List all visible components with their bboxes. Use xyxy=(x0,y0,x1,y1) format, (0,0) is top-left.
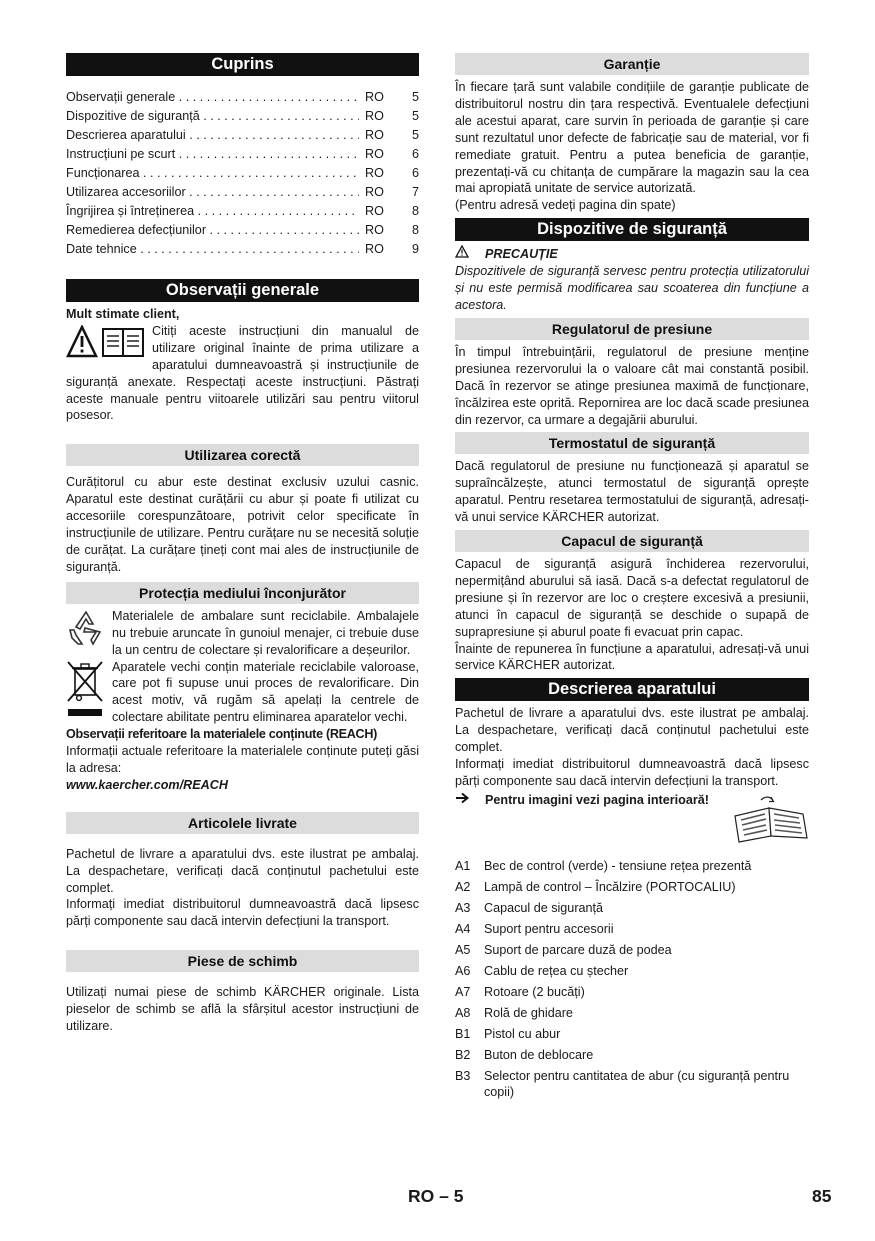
part-code: A5 xyxy=(455,942,471,957)
open-book-icon xyxy=(731,794,809,849)
part-code: A2 xyxy=(455,879,471,894)
list-item xyxy=(455,1024,809,1045)
list-item xyxy=(455,898,809,919)
list-item xyxy=(455,982,809,1003)
toc-lang: RO xyxy=(365,90,384,104)
list-item xyxy=(455,961,809,982)
general-block xyxy=(66,323,419,424)
toc-title: Funcționarea . . . xyxy=(66,164,359,183)
general-salutation: Mult stimate client, xyxy=(66,307,180,321)
left-column xyxy=(66,53,419,1035)
caution-line xyxy=(455,245,809,263)
part-label: Rolă de ghidare xyxy=(484,1005,573,1020)
thermostat-text: Dacă regulatorul de presiune nu funcționează și aparatul se supraîncălzește, atunci termostatul de siguranță oprește aparatul. Pentru resetarea termostatului de siguranță, adresați-vă unui service KÄRCHER autorizat. xyxy=(455,459,809,525)
warranty-note: (Pentru adresă vedeți pagina din spate) xyxy=(455,198,676,213)
part-code: A8 xyxy=(455,1005,471,1020)
environment-heading: Protecția mediului înconjurător xyxy=(66,582,419,604)
part-label: Cablu de rețea cu ștecher xyxy=(484,963,629,978)
warranty-heading: Garanție xyxy=(455,53,809,75)
toc-lang: RO xyxy=(365,185,384,199)
safety-heading: Dispozitive de siguranță xyxy=(455,218,809,241)
pointer-text: Pentru imagini vezi pagina interioară! xyxy=(485,792,709,807)
toc-row[interactable] xyxy=(66,145,419,164)
pointer-block xyxy=(455,792,809,856)
warning-icon xyxy=(455,245,485,263)
correct-use-text: Curățitorul cu abur este destinat exclusiv uzului casnic. Aparatul este destinat curățării cu abur și poate fi utilizat cu accesoriile corespunzătoare, potrivit celor specificate în instrucțiunile de utilizare. Pentru curățare nu se necesită soluție de curățat. La curățare țineți cont mai ales de instrucțiunile de siguranță. xyxy=(66,475,419,574)
toc-page: 8 xyxy=(411,223,419,237)
cap-text-2: Înainte de repunerea în funcțiune a aparatului, adresați-vă unui service KÄRCHER autorizat. xyxy=(455,641,809,673)
spare-parts-text: Utilizați numai piese de schimb KÄRCHER originale. Lista pieselor de schimb se află la sfârșitul acestor instrucțiuni de utilizare. xyxy=(66,985,419,1034)
toc-row[interactable] xyxy=(66,202,419,221)
toc-heading: Cuprins xyxy=(66,53,419,76)
arrow-right-icon xyxy=(455,792,485,809)
list-item xyxy=(455,1066,809,1102)
part-code: B1 xyxy=(455,1026,471,1041)
caution-text: Dispozitivele de siguranță servesc pentru protecția utilizatorului și nu este permisă modificarea sau scoaterea din funcțiune a acestora. xyxy=(455,264,809,312)
part-label: Lampă de control – Încălzire (PORTOCALIU) xyxy=(484,879,736,894)
list-item xyxy=(455,919,809,940)
part-label: Buton de deblocare xyxy=(484,1047,594,1062)
part-code: A4 xyxy=(455,921,471,936)
part-label: Capacul de siguranță xyxy=(484,900,604,915)
correct-use-heading: Utilizarea corectă xyxy=(66,444,419,466)
part-label: Pistol cu abur xyxy=(484,1026,561,1041)
toc-title: Remedierea defecțiunilor . . . xyxy=(66,221,359,240)
delivered-text-2: Informați imediat distribuitorul dumneavoastră dacă lipsesc părți componente sau dacă intervin defecțiuni la transport. xyxy=(66,897,419,929)
reach-text: Informații actuale referitoare la materialele conținute puteți găsi la adresa: xyxy=(66,744,419,775)
part-label: Suport de parcare duză de podea xyxy=(484,942,672,957)
toc-page: 5 xyxy=(411,90,419,104)
reach-link[interactable]: www.kaercher.com/REACH xyxy=(66,777,228,792)
weee-text: Aparatele vechi conțin materiale reciclabile valoroase, care pot fi supuse unui proces de revalorificare. Din acest motiv, vă rugăm să apelați la centrele de colectare abilitate pentru eliminarea aparatelor vechi. xyxy=(112,659,419,725)
reach-heading: Observații referitoare la materialele conținute (REACH) xyxy=(66,727,378,742)
toc-row[interactable] xyxy=(66,126,419,145)
list-item xyxy=(455,856,809,877)
toc-page: 6 xyxy=(411,147,419,161)
description-text-1: Pachetul de livrare a aparatului dvs. este ilustrat pe ambalaj. La despachetare, verificați dacă conținutul pachetului este complet. xyxy=(455,706,809,755)
pressure-heading: Regulatorul de presiune xyxy=(455,318,809,340)
warranty-text: În fiecare țară sunt valabile condițiile de garanție publicate de distribuitorul nostru din țara respectivă. Eventualele defecțiuni ale acestui aparat, care survin în perioada de garanție și care sunt rezultatul unor defecte de fabricație sau de material, vor fi remediate gratuit. Pentru a putea beneficia de garanție, prezentați-vă cu chitanța de cumpărare la magazin sau la cea mai apropiată unitate de service autorizată. xyxy=(455,80,809,196)
part-code: A6 xyxy=(455,963,471,978)
general-heading: Observații generale xyxy=(66,279,419,302)
toc-lang: RO xyxy=(365,166,384,180)
toc-lang: RO xyxy=(365,223,384,237)
crossed-bin-icon xyxy=(66,659,112,727)
spare-parts-heading: Piese de schimb xyxy=(66,950,419,972)
right-column xyxy=(455,53,809,1102)
toc-row[interactable] xyxy=(66,88,419,107)
toc-row[interactable] xyxy=(66,183,419,202)
recycle-text: Materialele de ambalare sunt reciclabile. Ambalajele nu trebuie aruncate în gunoiul menajer, ci trebuie duse la un centru de colectare și revalorificare a deșeurilor. xyxy=(112,608,419,657)
toc-row[interactable] xyxy=(66,221,419,240)
part-code: B2 xyxy=(455,1047,471,1062)
description-heading: Descrierea aparatului xyxy=(455,678,809,701)
list-item xyxy=(455,940,809,961)
parts-list-a xyxy=(455,856,809,1024)
toc-page: 7 xyxy=(411,185,419,199)
toc-title: Observații generale . . . xyxy=(66,88,359,107)
toc-page: 8 xyxy=(411,204,419,218)
cap-text-1: Capacul de siguranță asigură închiderea rezervorului, nepermițând aburului să iasă. Dacă s-a defectat regulatorul de presiune și în rezervor are loc o creștere excesivă a presiunii, atunci în capacul de siguranță se deschide o supapă de suprapresiune și aburul poate fi evacuat prin capac. xyxy=(455,557,809,639)
part-label: Suport pentru accesorii xyxy=(484,921,614,936)
toc-page: 9 xyxy=(411,242,419,256)
toc-page: 6 xyxy=(411,166,419,180)
part-label: Bec de control (verde) - tensiune rețea prezentă xyxy=(484,858,752,873)
toc-title: Utilizarea accesoriilor . . . xyxy=(66,183,359,202)
toc-lang: RO xyxy=(365,204,384,218)
footer-section-label: RO – 5 xyxy=(408,1186,464,1206)
toc-title: Dispozitive de siguranță . . . xyxy=(66,107,359,126)
list-item xyxy=(455,1045,809,1066)
toc-row[interactable] xyxy=(66,107,419,126)
toc-title: Instrucțiuni pe scurt . . . xyxy=(66,145,359,164)
recycle-block xyxy=(66,608,419,659)
toc-lang: RO xyxy=(365,147,384,161)
toc-page: 5 xyxy=(411,128,419,142)
toc-title: Îngrijirea și întreținerea . . . xyxy=(66,202,359,221)
delivered-text-1: Pachetul de livrare a aparatului dvs. este ilustrat pe ambalaj. La despachetare, verificați dacă conținutul pachetului este complet. xyxy=(66,846,419,895)
table-of-contents xyxy=(66,88,419,259)
part-code: B3 xyxy=(455,1068,471,1083)
pressure-text: În timpul întrebuințării, regulatorul de presiune menține presiunea rezervorului la o valoare cât mai constantă posibil. Dacă în rezervor se atinge presiunea maximă de funcționare, încălzirea este oprită. Repornirea are loc dacă scade presiunea din rezervor, ca urmare a degajării aburului. xyxy=(455,344,809,427)
toc-title: Date tehnice . . . xyxy=(66,240,359,259)
parts-list-b xyxy=(455,1024,809,1102)
toc-lang: RO xyxy=(365,128,384,142)
warning-manual-icon xyxy=(66,325,146,364)
weee-block xyxy=(66,659,419,727)
toc-page: 5 xyxy=(411,109,419,123)
caution-label: PRECAUȚIE xyxy=(485,246,558,261)
part-code: A3 xyxy=(455,900,471,915)
part-label: Selector pentru cantitatea de abur (cu siguranță pentru copii) xyxy=(484,1068,790,1099)
toc-lang: RO xyxy=(365,242,384,256)
toc-title: Descrierea aparatului . . . xyxy=(66,126,359,145)
list-item xyxy=(455,1003,809,1024)
toc-row[interactable] xyxy=(66,240,419,259)
list-item xyxy=(455,877,809,898)
toc-row[interactable] xyxy=(66,164,419,183)
description-text-2: Informați imediat distribuitorul dumneavoastră dacă lipsesc părți componente sau dacă intervin defecțiuni la transport. xyxy=(455,757,809,788)
delivered-heading: Articolele livrate xyxy=(66,812,419,834)
toc-lang: RO xyxy=(365,109,384,123)
recycle-icon xyxy=(66,608,112,659)
thermostat-heading: Termostatul de siguranță xyxy=(455,432,809,454)
part-label: Rotoare (2 bucăți) xyxy=(484,984,585,999)
footer-page-number: 85 xyxy=(812,1186,832,1206)
part-code: A1 xyxy=(455,858,471,873)
cap-heading: Capacul de siguranță xyxy=(455,530,809,552)
general-text: Citiți aceste instrucțiuni din manualul de utilizare original înainte de prima utilizare a aparatului dumneavoastră și instrucțiunile de siguranță anexate. Respectați aceste instrucțiuni. Păstrați aceste manuale pentru viitoarele utilizări sau pentru viitorul posesor. xyxy=(66,323,419,423)
part-code: A7 xyxy=(455,984,471,999)
